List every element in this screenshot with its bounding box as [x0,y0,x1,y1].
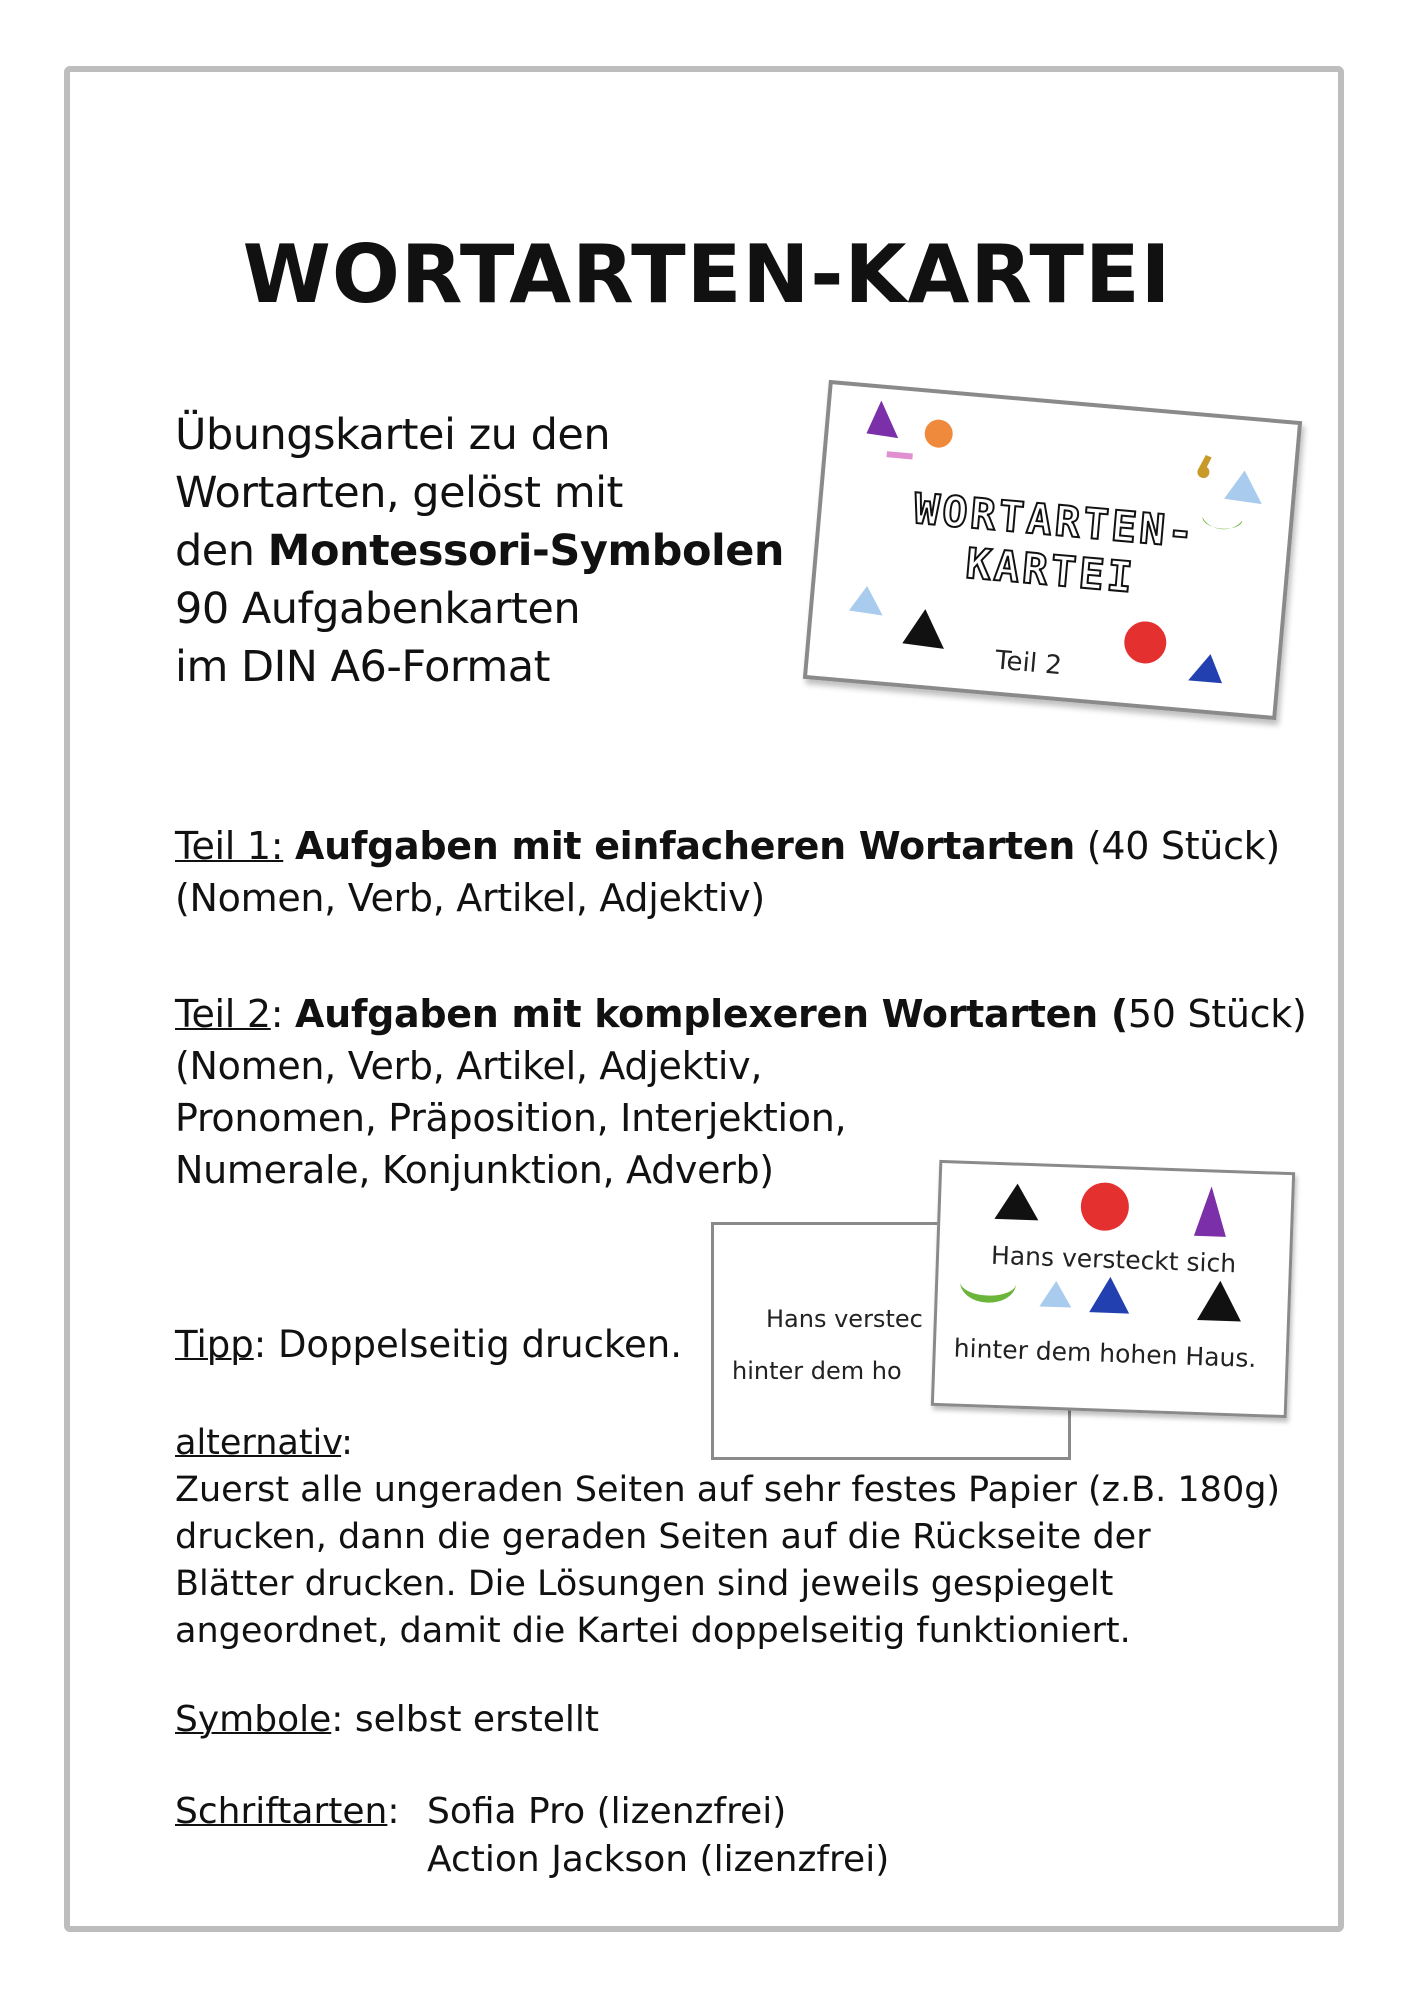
cover-title-line: KARTEI [964,538,1138,603]
teil1-bold: Aufgaben mit einfacheren Wortarten [295,824,1076,868]
light-blue-triangle-icon [1224,469,1265,504]
black-triangle-icon [902,607,947,649]
teil2-colon: : [270,992,296,1036]
intro-line [175,522,815,580]
tip-label: Tipp [175,1323,254,1366]
intro-line: Übungskartei zu den [175,410,611,460]
teil1-section [175,820,1325,924]
purple-triangle-icon [866,399,901,438]
alternativ-heading [175,1420,1315,1467]
font-entry: Sofia Pro (lizenzfrei) [427,1791,787,1832]
teil2-label: Teil 2 [175,992,271,1036]
tip-text: : Doppelseitig drucken. [253,1323,683,1366]
teil1-count: (40 Stück) [1075,824,1280,868]
sample-card-symbols [934,1163,1292,1415]
intro-text [175,406,815,696]
teil2-bold: Aufgaben mit komplexeren Wortarten ( [295,992,1128,1036]
montessori-highlight: Montessori-Symbolen [267,526,784,576]
sample-back-line: Hans verstec [766,1305,923,1333]
black-triangle-icon [1197,1280,1242,1322]
teil1-list: (Nomen, Verb, Artikel, Adjektiv) [175,876,765,920]
symbole-text: : selbst erstellt [331,1699,599,1740]
pink-dash-icon [886,451,912,459]
teil2-heading [175,988,1325,1040]
alternativ-label: alternativ [175,1423,342,1463]
sample-front-line: Hans versteckt sich [990,1240,1237,1279]
teil2-section [175,988,1325,1196]
schriftarten-section [175,1788,889,1884]
red-circle-icon [1080,1182,1130,1232]
blue-triangle-icon [1089,1276,1130,1313]
symbole-line [175,1696,599,1744]
blue-triangle-icon [1188,652,1224,683]
schriftarten-row [175,1836,889,1884]
sample-back-line: hinter dem ho [732,1357,902,1385]
schriftarten-row [175,1788,889,1836]
sample-front-line: hinter dem hohen Haus. [953,1333,1257,1374]
orange-circle-icon [924,418,954,448]
intro-line: Wortarten, gelöst mit [175,468,623,518]
intro-line: im DIN A6-Format [175,642,550,692]
intro-line: 90 Aufgabenkarten [175,584,581,634]
schriftarten-label-cell [175,1788,427,1836]
teil2-list: Numerale, Konjunktion, Adverb) [175,1148,774,1192]
schriftarten-colon: : [387,1791,400,1832]
schriftarten-spacer [175,1836,427,1884]
purple-triangle-icon [1194,1186,1228,1237]
sample-card-front [931,1160,1295,1418]
teil2-list: (Nomen, Verb, Artikel, Adjektiv, [175,1044,763,1088]
alternativ-colon: : [341,1423,353,1463]
green-arc-icon [959,1282,1016,1304]
gold-note-icon [1197,454,1212,478]
font-entry: Action Jackson (lizenzfrei) [427,1839,890,1880]
alternativ-line: angeordnet, damit die Kartei doppelseitig funktioniert. [175,1611,1131,1651]
tip-line [175,1320,682,1370]
symbole-label: Symbole [175,1699,332,1740]
alternativ-line: Blätter drucken. Die Lösungen sind jeweils gespiegelt [175,1564,1114,1604]
teil2-list: Pronomen, Präposition, Interjektion, [175,1096,847,1140]
teil2-count: 50 Stück) [1127,992,1307,1036]
alternativ-line: Zuerst alle ungeraden Seiten auf sehr festes Papier (z.B. 180g) [175,1470,1281,1510]
red-circle-icon [1123,620,1169,666]
schriftarten-label: Schriftarten [175,1791,388,1832]
light-blue-triangle-icon [849,585,885,616]
teil1-heading [175,820,1325,872]
teil1-label: Teil 1: [175,824,284,868]
cover-card-image [803,380,1302,720]
alternativ-section [175,1420,1315,1655]
cover-card-subtitle: Teil 2 [993,645,1063,682]
page-title: WORTARTEN-KARTEI [242,228,1172,321]
cover-title-line: WORTARTEN- [912,483,1199,558]
light-blue-triangle-icon [1039,1280,1072,1307]
black-triangle-icon [994,1183,1039,1221]
intro-line-prefix: den [175,526,268,576]
alternativ-line: drucken, dann die geraden Seiten auf die Rückseite der [175,1517,1151,1557]
